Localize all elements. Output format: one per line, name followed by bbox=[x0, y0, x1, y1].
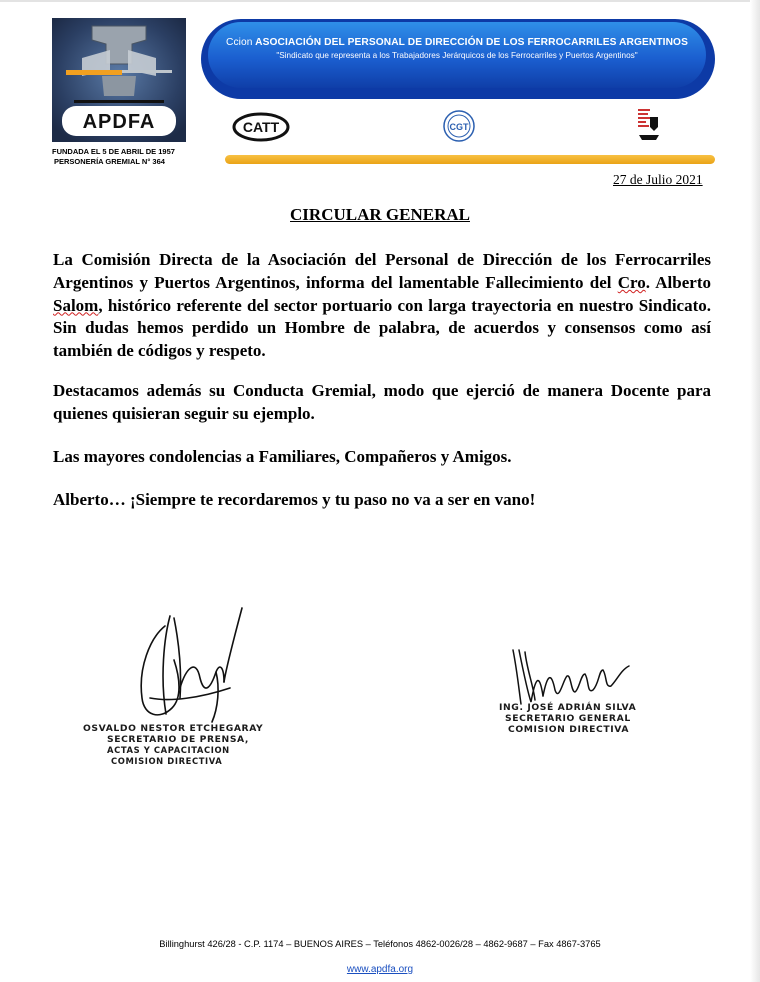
signature-left bbox=[120, 598, 260, 728]
signatory-role: COMISION DIRECTIVA bbox=[508, 724, 630, 735]
signatory-role: ACTAS Y CAPACITACION bbox=[107, 745, 230, 755]
banner-title-main: ASOCIACIÓN DEL PERSONAL DE DIRECCIÓN DE LOS FERROCARRILES ARGENTINOS bbox=[255, 37, 688, 48]
banner-subtitle: "Sindicato que representa a los Trabajadores Jerárquicos de los Ferrocarriles y Puertos Argentinos" bbox=[276, 51, 638, 60]
founded-info bbox=[52, 147, 175, 167]
apdfa-logo bbox=[52, 18, 186, 142]
document-title: CIRCULAR GENERAL bbox=[290, 205, 470, 224]
signatory-role: SECRETARIO GENERAL bbox=[505, 713, 631, 724]
cgt-logo bbox=[443, 109, 475, 143]
banner-title bbox=[208, 37, 706, 48]
page-right-edge bbox=[750, 0, 760, 982]
signatory-name: ING. JOSÉ ADRIÁN SILVA bbox=[499, 702, 637, 713]
paragraph-conduct: Destacamos además su Conducta Gremial, modo que ejerció de manera Docente para quienes quisieran seguir su ejemplo. bbox=[53, 381, 711, 423]
paragraph-text: . Alberto bbox=[645, 272, 711, 292]
page-top-edge bbox=[0, 0, 760, 2]
signatory-role: SECRETARIO DE PRENSA, bbox=[107, 734, 250, 745]
banner-title-prefix: Ccion bbox=[226, 37, 253, 48]
signature-left-block bbox=[83, 723, 263, 767]
catt-logo-text: CATT bbox=[242, 119, 280, 135]
apdfa-logo-text: APDFA bbox=[82, 111, 156, 133]
accent-bar bbox=[225, 155, 715, 164]
spellcheck-word: Cro bbox=[617, 272, 646, 292]
union-banner bbox=[208, 22, 706, 88]
personeria-gremial: PERSONERÍA GREMIAL N° 364 bbox=[54, 157, 165, 166]
founded-date: FUNDADA EL 5 DE ABRIL DE 1957 bbox=[52, 147, 175, 156]
port-workers-emblem bbox=[636, 107, 662, 143]
footer-address: Billinghurst 426/28 - C.P. 1174 – BUENOS AIRES – Teléfonos 4862-0026/28 – 4862-9687 – Fax 4867-3765 bbox=[159, 939, 601, 949]
document-date: 27 de Julio 2021 bbox=[613, 172, 703, 187]
cgt-logo-text: CGT bbox=[449, 122, 469, 132]
signature-right-block bbox=[499, 702, 636, 735]
website-link[interactable]: www.apdfa.org bbox=[346, 964, 414, 975]
paragraph-condolences: Las mayores condolencias a Familiares, Compañeros y Amigos. bbox=[53, 447, 512, 466]
paragraph-announcement bbox=[53, 249, 711, 363]
spellcheck-word: Salom bbox=[53, 295, 99, 315]
signatory-name: OSVALDO NESTOR ETCHEGARAY bbox=[83, 723, 264, 734]
signature-right bbox=[505, 640, 635, 710]
paragraph-text: La Comisión Directa de la Asociación del Personal de Dirección de los Ferrocarriles Argentinos y Puertos Argentinos, informa del lamentable Fallecimiento del bbox=[53, 250, 711, 292]
paragraph-farewell: Alberto… ¡Siempre te recordaremos y tu paso no va a ser en vano! bbox=[53, 490, 536, 509]
catt-logo bbox=[232, 112, 290, 142]
signatory-role: COMISION DIRECTIVA bbox=[111, 756, 223, 766]
paragraph-text: , histórico referente del sector portuario con larga trayectoria en nuestro Sindicato. Sin dudas hemos perdido un Hombre de palabra, de acuerdos y consensos como así también de códigos y respeto. bbox=[53, 295, 711, 361]
